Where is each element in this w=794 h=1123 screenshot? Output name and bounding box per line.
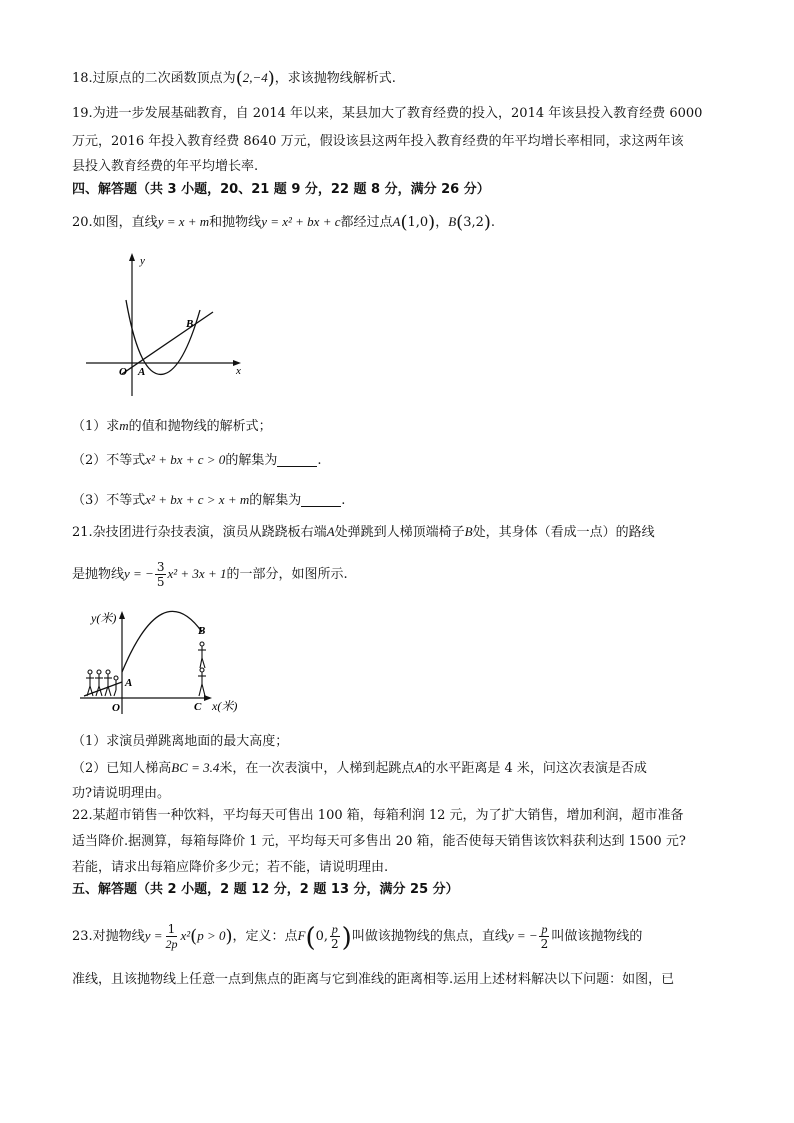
q21-figure xyxy=(78,606,258,721)
q18-vertex: 2,−4 xyxy=(242,70,268,85)
question-23-line-1: 23.对抛物线y = $\frac{1}{2p}$ x²(p > 0)，定义：点F(0, $\frac{p}{2}$ )叫做该抛物线的焦点，直线y = − $\frac{p}{2}$ 叫做该抛物线的 xyxy=(72,922,643,953)
q18-text-end: ，求该抛物线解析式. xyxy=(274,71,396,86)
q23-frac-1-den: 2p xyxy=(165,937,178,951)
q21-eq-rhs: x² + 3x + 1 xyxy=(167,566,227,581)
q20-y-label: y xyxy=(140,255,145,267)
q21-y-arrow xyxy=(119,611,125,619)
q21-sub-2-line-2: 功?请说明理由。 xyxy=(72,786,170,801)
question-21-line-1 xyxy=(72,522,655,543)
q23-frac-2 xyxy=(329,922,341,951)
question-19-line-1: 19.为进一步发展基础教育，自 2014 年以来，某县加大了教育经费的投入，2014 年该县投入教育经费 6000 xyxy=(72,106,703,121)
q23-frac-1 xyxy=(163,922,179,951)
question-22-line-1: 22.某超市销售一种饮料，平均每天可售出 100 箱，每箱利润 12 元，为了扩大销售，增加利润，超市准备 xyxy=(72,808,684,823)
q20-intro-3: 都经过点 xyxy=(340,215,393,230)
q21-trajectory xyxy=(122,611,202,672)
q20-point-b-label: B xyxy=(186,318,194,330)
question-22-line-2: 适当降价.据测算，每箱每降价 1 元，平均每天可多售出 20 箱，能否使每天销售该饮料获利达到 1500 元? xyxy=(72,834,686,849)
q23-frac-3-den: 2 xyxy=(540,937,549,951)
q20-sub2-end: . xyxy=(317,453,322,468)
q23-frac-3-num: p xyxy=(541,922,548,936)
q21-point-b-label: B xyxy=(198,625,206,637)
q18-text: 18.过原点的二次函数顶点为 xyxy=(72,71,236,86)
q21-sub2-text-2: 米，在一次表演中，人梯到起跳点 xyxy=(219,761,415,776)
q23-frac-1-num: 1 xyxy=(167,922,176,936)
q21-text: 21.杂技团进行杂技表演，演员从跷跷板右端 xyxy=(72,525,327,540)
q20-point-a-coord: 1,0 xyxy=(407,215,429,230)
q20-sub3-expr: x² + bx + c > x + m xyxy=(145,492,250,507)
q23-text-3: 叫做该抛物线的焦点，直线 xyxy=(351,929,508,944)
q21-y-label: y(米) xyxy=(91,611,117,625)
q20-sub-2 xyxy=(72,450,321,471)
q21-text-3: 处，其身体（看成一点）的路线 xyxy=(472,525,655,540)
q20-y-arrow xyxy=(129,253,135,261)
q21-origin-label: O xyxy=(112,702,120,714)
q23-text-2: ，定义：点 xyxy=(232,929,298,944)
q21-performers xyxy=(86,670,118,696)
q21-fraction xyxy=(155,560,167,589)
q20-sub3-text-2: 的解集为 xyxy=(249,493,302,508)
q21-sub2-text: （2）已知人梯高 xyxy=(72,761,172,776)
q20-parabola-eq: y = x² + bx + c xyxy=(261,214,341,229)
question-19-line-3: 县投入教育经费的年平均增长率. xyxy=(72,159,259,174)
section-5-heading: 五、解答题（共 2 小题，2 题 12 分，2 题 13 分，满分 25 分） xyxy=(72,882,459,897)
q21-text-2: 处弹跳到人梯顶端椅子 xyxy=(334,525,465,540)
q21-sub2-text-3: 的水平距离是 4 米，问这次表演是否成 xyxy=(422,761,647,776)
q23-frac-2-den: 2 xyxy=(331,937,339,951)
q21-text-4: 是抛物线 xyxy=(72,567,125,582)
q23-condition: p > 0 xyxy=(197,928,226,943)
section-4-heading: 四、解答题（共 3 小题，20、21 题 9 分，22 题 8 分，满分 26 分） xyxy=(72,182,490,197)
q21-sub-2 xyxy=(72,758,647,779)
q23-x-squared: x² xyxy=(180,928,191,943)
q20-separator: ， xyxy=(435,215,449,230)
q21-eq-lhs: y = − xyxy=(124,566,154,581)
q20-sub2-blank[interactable] xyxy=(277,466,317,467)
q20-sub3-text: （3）不等式 xyxy=(72,493,146,508)
q23-frac-3 xyxy=(539,922,551,951)
q20-intro: 20.如图，直线 xyxy=(72,215,158,230)
q20-sub2-text: （2）不等式 xyxy=(72,453,146,468)
q21-frac-num: 3 xyxy=(156,560,165,574)
question-23-line-2: 准线，且该抛物线上任意一点到焦点的距离与它到准线的距离相等.运用上述材料解决以下问题：如图，已 xyxy=(72,972,675,987)
q20-sub3-end: . xyxy=(341,493,346,508)
q20-sub1-m: m xyxy=(119,418,129,433)
q20-x-label: x xyxy=(236,365,241,377)
q20-sub-3 xyxy=(72,490,345,511)
q21-human-ladder xyxy=(198,642,206,696)
q20-point-a-label: A xyxy=(138,366,146,378)
q23-f-zero: 0, xyxy=(315,929,329,944)
q20-point-a: A xyxy=(392,214,401,229)
q21-sub-1: （1）求演员弹跳离地面的最大高度； xyxy=(72,734,289,749)
question-21-line-2 xyxy=(72,556,348,593)
q21-text-5: 的一部分，如图所示. xyxy=(226,567,348,582)
q20-end: . xyxy=(490,215,496,230)
q21-point-c-label: C xyxy=(194,701,202,713)
q20-line-eq: y = x + m xyxy=(157,214,210,229)
q23-frac-2-num: p xyxy=(331,922,338,936)
q21-point-b: B xyxy=(464,524,473,539)
q20-figure xyxy=(80,250,250,400)
q20-sub2-expr: x² + bx + c > 0 xyxy=(145,452,226,467)
q20-sub-1 xyxy=(72,416,272,437)
q23-text-4: 叫做该抛物线的 xyxy=(551,929,643,944)
q21-point-a-label: A xyxy=(125,677,133,689)
q20-sub1-text-2: 的值和抛物线的解析式； xyxy=(128,419,272,434)
q23-y-eq: y = xyxy=(144,928,163,943)
q20-point-b-coord: 3,2 xyxy=(463,215,484,230)
question-20: 20.如图，直线y = x + m和抛物线y = x² + bx + c都经过点A(1,0)，B(3,2). xyxy=(72,212,496,233)
q21-x-label: x(米) xyxy=(212,699,238,713)
question-18: 18.过原点的二次函数顶点为(2,−4)，求该抛物线解析式. xyxy=(72,68,396,89)
q20-point-b: B xyxy=(448,214,457,229)
q21-sub2-point-a: A xyxy=(414,760,423,775)
q21-point-a: A xyxy=(326,524,335,539)
question-19-line-2: 万元，2016 年投入教育经费 8640 万元，假设该县这两年投入教育经费的年平均增长率相同，求这两年该 xyxy=(72,134,684,149)
q20-sub3-blank[interactable] xyxy=(301,506,341,507)
q20-sub2-text-2: 的解集为 xyxy=(225,453,278,468)
q23-text: 23.对抛物线 xyxy=(72,929,145,944)
q21-frac-den: 5 xyxy=(156,575,165,589)
q23-y-eq-2: y = − xyxy=(507,928,538,943)
q20-sub1-text: （1）求 xyxy=(72,419,120,434)
q21-sub2-expr: BC = 3.4 xyxy=(171,760,220,775)
q20-intro-2: 和抛物线 xyxy=(209,215,262,230)
question-22-line-3: 若能，请求出每箱应降价多少元；若不能，请说明理由. xyxy=(72,860,389,875)
q20-origin-label: O xyxy=(119,366,127,378)
q23-point-f: F xyxy=(297,928,306,943)
